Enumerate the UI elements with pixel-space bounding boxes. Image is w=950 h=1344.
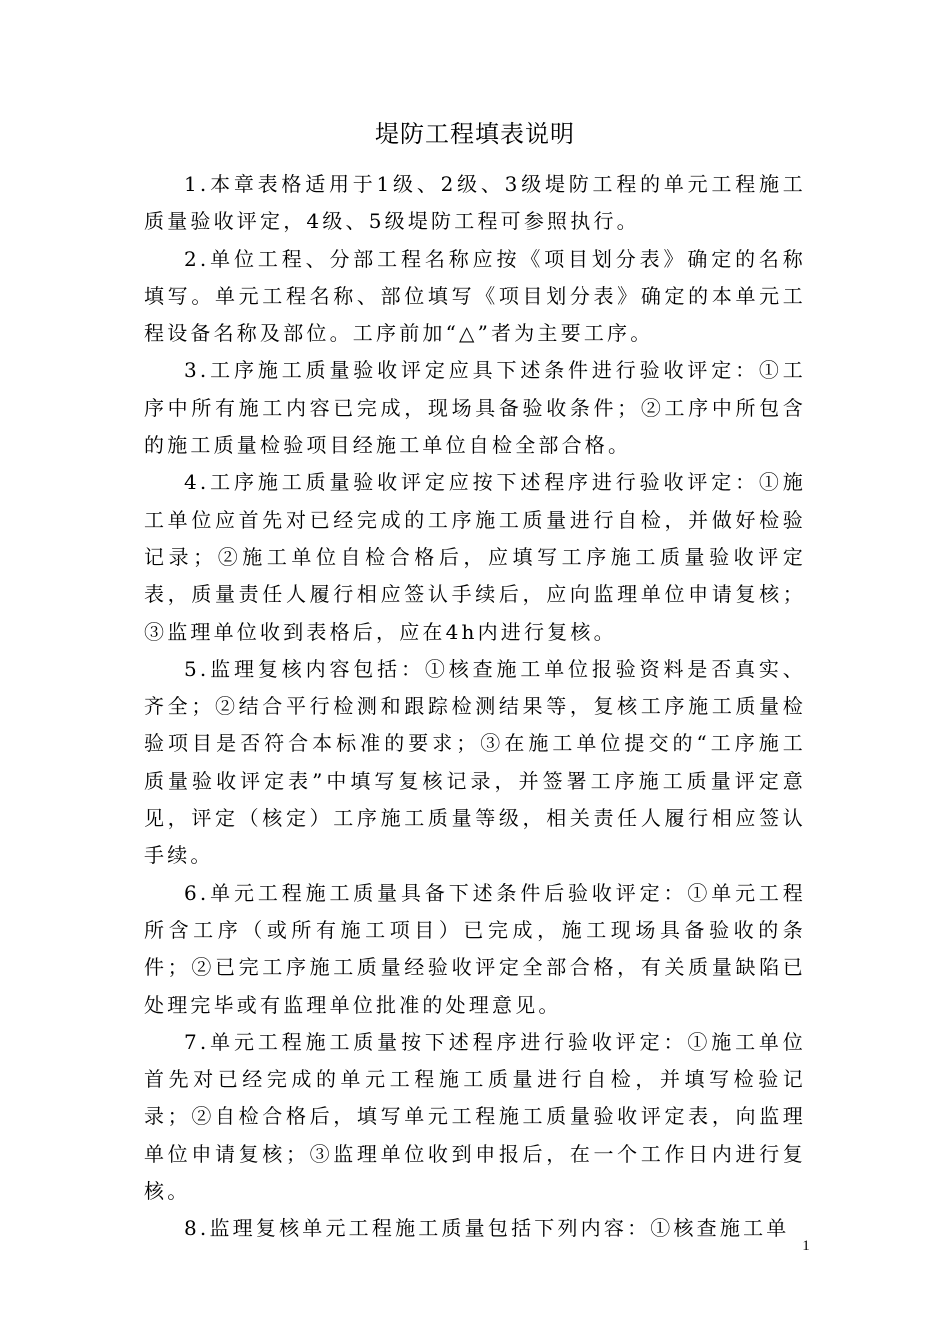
paragraph-5: 5.监理复核内容包括：①核查施工单位报验资料是否真实、齐全；②结合平行检测和跟踪检测结果等，复核工序施工质量检验项目是否符合本标准的要求；③在施工单位提交的“工序施工质量验收评定表”中填写复核记录，并签署工序施工质量评定意见，评定（核定）工序施工质量等级，相关责任人履行相应签认手续。 (144, 656, 806, 868)
paragraph-8: 8.监理复核单元工程施工质量包括下列内容：①核查施工单 (184, 1216, 790, 1241)
page-number: 1 (802, 1238, 810, 1254)
document-title: 堤防工程填表说明 (375, 120, 575, 148)
paragraph-7: 7.单元工程施工质量按下述程序进行验收评定：①施工单位首先对已经完成的单元工程施工质量进行自检，并填写检验记录；②自检合格后，填写单元工程施工质量验收评定表，向监理单位申请复核；③监理单位收到申报后，在一个工作日内进行复核。 (144, 1029, 806, 1204)
paragraph-3: 3.工序施工质量验收评定应具下述条件进行验收评定：①工序中所有施工内容已完成，现场具备验收条件；②工序中所包含的施工质量检验项目经施工单位自检全部合格。 (144, 358, 806, 458)
paragraph-6: 6.单元工程施工质量具备下述条件后验收评定：①单元工程所含工序（或所有施工项目）已完成，施工现场具备验收的条件；②已完工序施工质量经验收评定全部合格，有关质量缺陷已处理完毕或有监理单位批准的处理意见。 (144, 880, 806, 1017)
paragraph-2: 2.单位工程、分部工程名称应按《项目划分表》确定的名称填写。单元工程名称、部位填写《项目划分表》确定的本单元工程设备名称及部位。工序前加“△”者为主要工序。 (144, 246, 806, 346)
paragraph-1: 1.本章表格适用于1级、2级、3级堤防工程的单元工程施工质量验收评定，4级、5级堤防工程可参照执行。 (144, 172, 806, 234)
document-body (144, 166, 806, 1248)
paragraph-4: 4.工序施工质量验收评定应按下述程序进行验收评定：①施工单位应首先对已经完成的工序施工质量进行自检，并做好检验记录；②施工单位自检合格后，应填写工序施工质量验收评定表，质量责任人履行相应签认手续后，应向监理单位申请复核；③监理单位收到表格后，应在4h内进行复核。 (144, 470, 806, 644)
